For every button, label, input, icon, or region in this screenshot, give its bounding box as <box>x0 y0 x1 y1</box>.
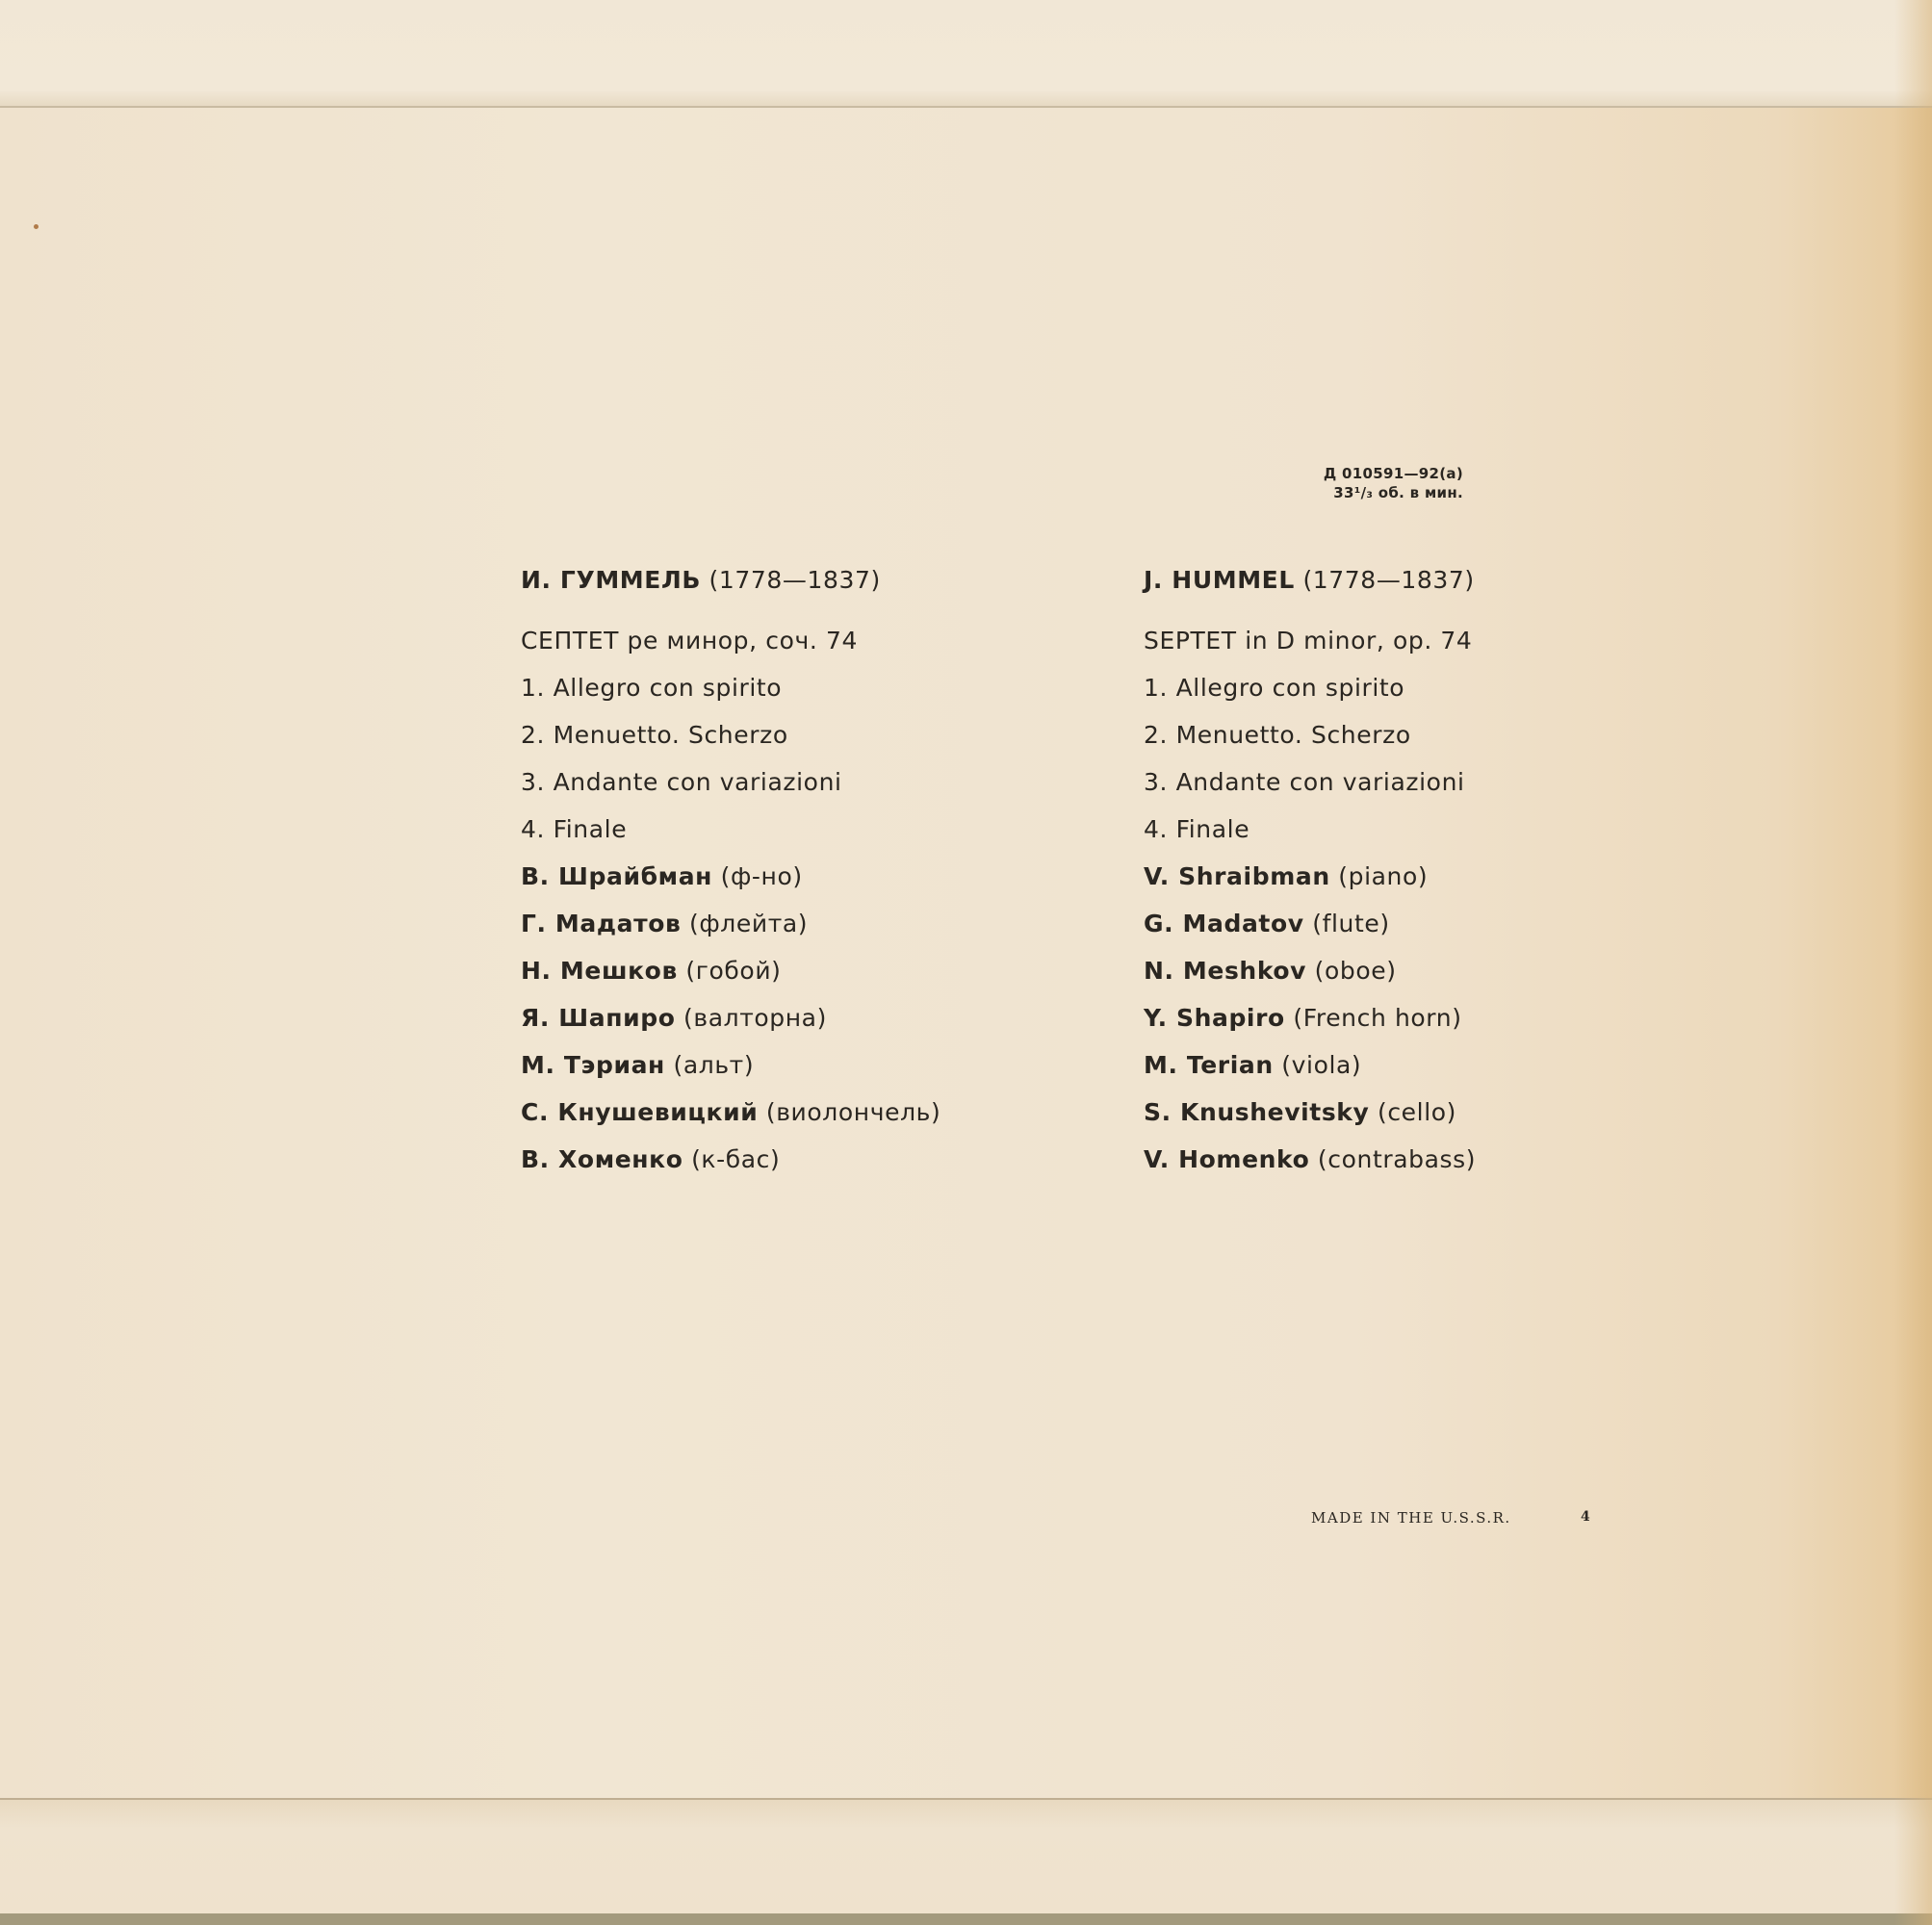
performer-name: С. Кнушевицкий <box>521 1098 759 1126</box>
composer-dates: (1778—1837) <box>708 566 881 594</box>
composer-name: J. HUMMEL <box>1144 566 1295 594</box>
performer-instrument: (ф-но) <box>720 862 803 890</box>
performer-name: Г. Мадатов <box>521 910 682 937</box>
performer-name: В. Хоменко <box>521 1145 683 1173</box>
performer <box>1144 853 1644 900</box>
performer-instrument: (viola) <box>1281 1051 1362 1079</box>
performer-instrument: (contrabass) <box>1317 1145 1477 1173</box>
bottom-border <box>0 1913 1932 1925</box>
performer-instrument: (к-бас) <box>691 1145 781 1173</box>
performer-name: Н. Мешков <box>521 957 678 985</box>
performer-name: G. Madatov <box>1144 910 1304 937</box>
work-title: СЕПТЕТ ре минор, соч. 74 <box>521 627 858 654</box>
right-sleeve-edge <box>1894 0 1932 1925</box>
movement-2: 2. Menuetto. Scherzo <box>521 721 788 749</box>
performer-name: М. Тэриан <box>521 1051 665 1079</box>
performer <box>1144 1041 1644 1089</box>
performer <box>521 994 1021 1041</box>
performer <box>521 853 1021 900</box>
performer <box>521 1136 1021 1183</box>
catalog-info <box>1242 464 1463 502</box>
performer-instrument: (флейта) <box>688 910 809 937</box>
bottom-sleeve-edge <box>0 1798 1932 1913</box>
performer-name: Я. Шапиро <box>521 1004 676 1032</box>
movement-3: 3. Andante con variazioni <box>1144 768 1465 796</box>
performer-instrument: (виолончель) <box>765 1098 941 1126</box>
speck <box>34 224 39 229</box>
playback-speed: 33¹/₃ об. в мин. <box>1333 484 1463 501</box>
performer-name: S. Knushevitsky <box>1144 1098 1370 1126</box>
composer-name: И. ГУММЕЛЬ <box>521 566 701 594</box>
performer <box>521 1089 1021 1136</box>
top-sleeve-edge <box>0 0 1932 108</box>
composer-heading <box>521 556 1021 603</box>
performer <box>1144 1089 1644 1136</box>
performer-name: V. Shraibman <box>1144 862 1330 890</box>
movement-3: 3. Andante con variazioni <box>521 768 842 796</box>
performer <box>1144 1136 1644 1183</box>
work-title: SEPTET in D minor, op. 74 <box>1144 627 1473 654</box>
performer <box>1144 900 1644 947</box>
performer-name: N. Meshkov <box>1144 957 1307 985</box>
page-number: 4 <box>1581 1509 1590 1525</box>
performer-name: Y. Shapiro <box>1144 1004 1285 1032</box>
performer-instrument: (гобой) <box>685 957 782 985</box>
composer-heading <box>1144 556 1644 603</box>
performer <box>521 947 1021 994</box>
movement-2: 2. Menuetto. Scherzo <box>1144 721 1411 749</box>
catalog-number: Д 010591—92(а) <box>1323 465 1463 482</box>
performer-instrument: (piano) <box>1338 862 1429 890</box>
movement-4: 4. Finale <box>1144 815 1250 843</box>
performer-name: В. Шрайбман <box>521 862 713 890</box>
movement-4: 4. Finale <box>521 815 628 843</box>
made-in-label: MADE IN THE U.S.S.R. <box>1311 1509 1511 1527</box>
english-column <box>1144 556 1644 1183</box>
composer-dates: (1778—1837) <box>1302 566 1475 594</box>
performer-instrument: (cello) <box>1377 1098 1457 1126</box>
movement-1: 1. Allegro con spirito <box>1144 674 1405 702</box>
performer <box>521 900 1021 947</box>
performer <box>1144 994 1644 1041</box>
performer <box>1144 947 1644 994</box>
performer-instrument: (French horn) <box>1293 1004 1462 1032</box>
movement-1: 1. Allegro con spirito <box>521 674 783 702</box>
performer-instrument: (альт) <box>673 1051 755 1079</box>
performer-instrument: (oboe) <box>1314 957 1397 985</box>
russian-column <box>521 556 1021 1183</box>
performer-instrument: (валторна) <box>683 1004 827 1032</box>
performer-name: M. Terian <box>1144 1051 1274 1079</box>
performer-name: V. Homenko <box>1144 1145 1310 1173</box>
performer-instrument: (flute) <box>1312 910 1390 937</box>
performer <box>521 1041 1021 1089</box>
